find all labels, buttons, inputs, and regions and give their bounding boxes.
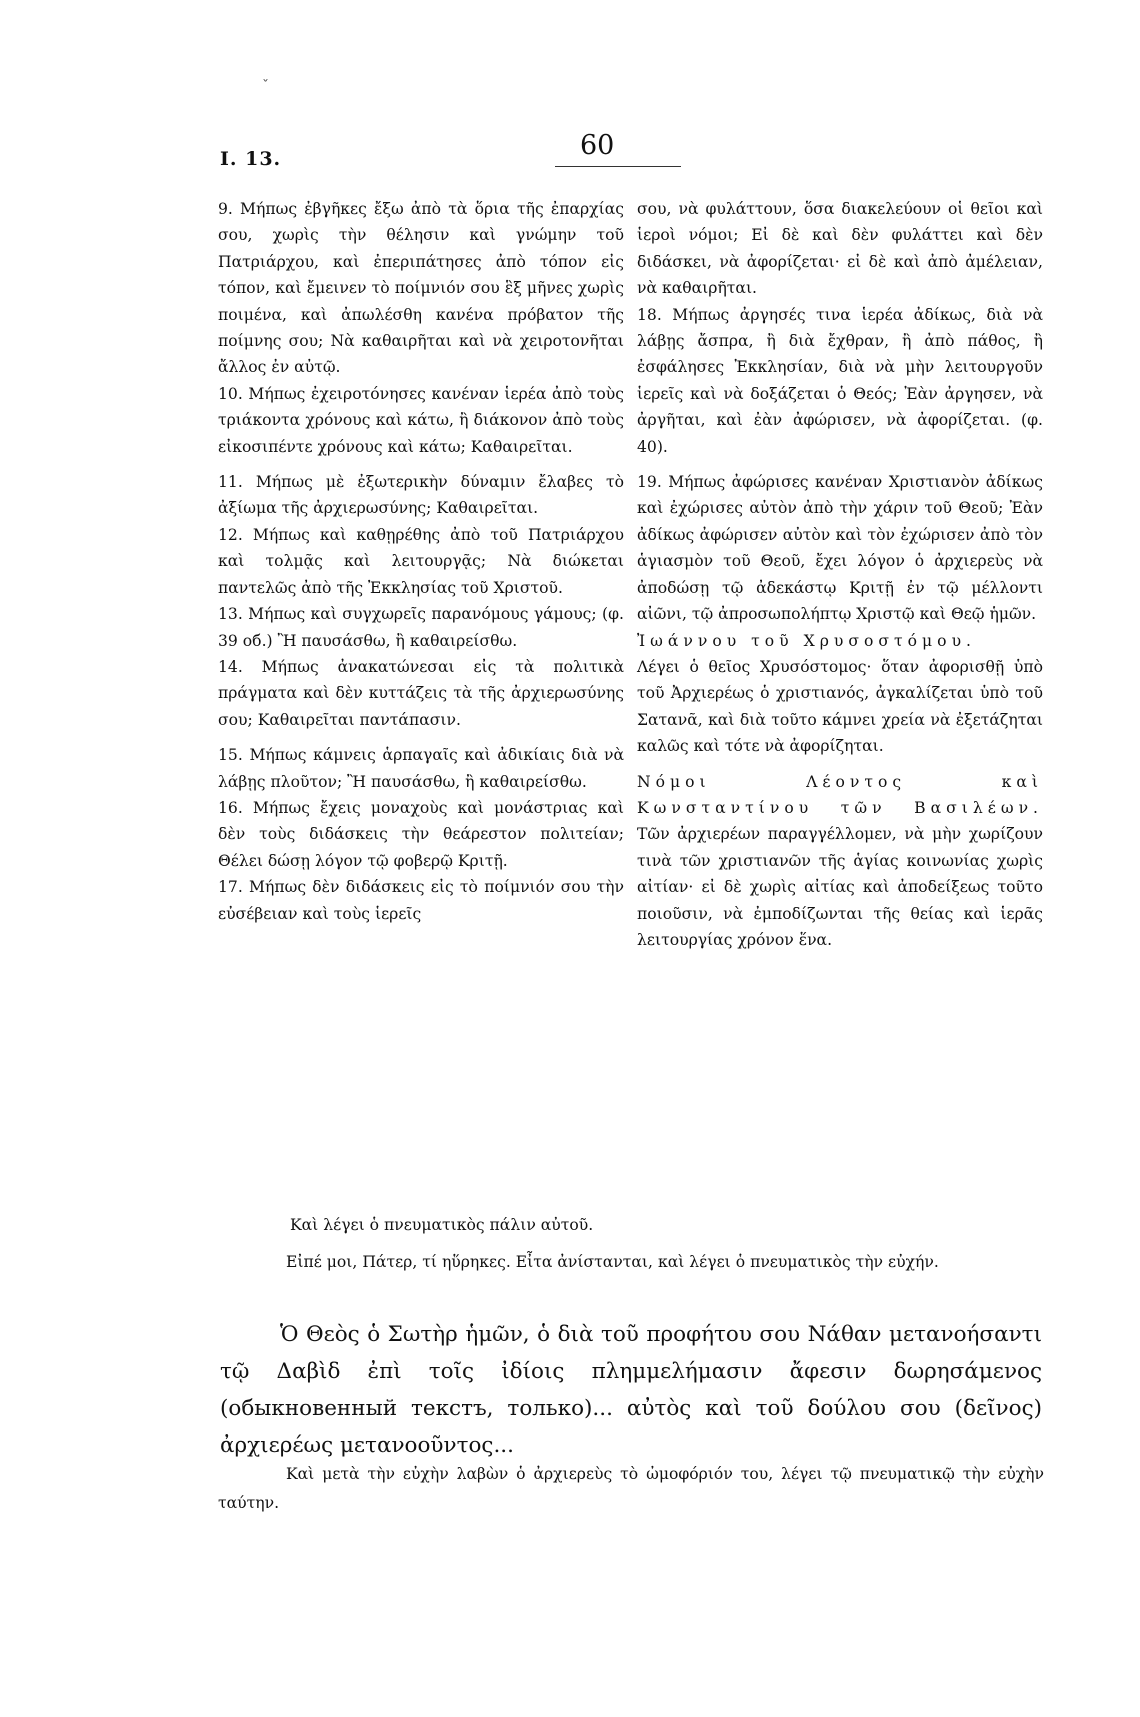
item-15: 15. Μήπως κάμνεις ἁρπαγαῖς καὶ ἀδικίαις διὰ νὰ λάβῃς πλοῦτον; Ἢ παυσάσθω, ἢ καθαιρείσθω. (218, 746, 624, 791)
item-17-continuation: σου, νὰ φυλάττουν, ὅσα διακελεύουν οἱ θεῖοι καὶ ἱεροὶ νόμοι; Εἰ δὲ καὶ δὲν φυλάττει καὶ δὲν διδάσκει, νὰ ἀφορίζεται· εἰ δὲ καὶ ἀπὸ ἀμέλειαν, νὰ καθαιρῆται. (637, 200, 1043, 298)
item-12: 12. Μήπως καὶ καθῃρέθης ἀπὸ τοῦ Πατριάρχου καὶ τολμᾷς καὶ λειτουργᾷς; Νὰ διώκεται παντελῶς ἀπὸ τῆς Ἐκκλησίας τοῦ Χριστοῦ. (218, 525, 624, 597)
signature-mark: I. 13. (220, 148, 282, 170)
item-19: 19. Μήπως ἀφώρισες κανέναν Χριστιανὸν ἀδίκως καὶ ἐχώρισες αὐτὸν ἀπὸ τὴν χάριν τοῦ Θεοῦ; Ἐὰν ἀδίκως ἀφώρισεν αὐτὸν καὶ τὸν ἐχώρισεν ἀπὸ τὸν ἁγιασμὸν τοῦ Θεοῦ, ἔχει λόγον ὁ ἀρχιερεὺς νὰ ἀποδώσῃ τῷ ἀδεκάστῳ Κριτῇ ἐν τῷ μέλλοντι αἰῶνι, τῷ ἀπροσωπολήπτῳ Χριστῷ καὶ Θεῷ ἡμῶν. (637, 473, 1043, 624)
left-column (218, 196, 624, 927)
dialogue-line: Εἰπέ μοι, Πάτερ, τί ηὕρηκες. Εἶτα ἀνίστανται, καὶ λέγει ὁ πνευματικὸς τὴν εὐχήν. (286, 1252, 939, 1271)
right-column (637, 196, 1043, 953)
page-number-rule (555, 166, 681, 167)
laws-heading: Νόμοι Λέοντος καὶ Κωνσταντίνου τῶν Βασιλέων. (637, 772, 1043, 817)
laws-paragraph (637, 769, 1043, 954)
after-prayer-text: Καὶ μετὰ τὴν εὐχὴν λαβὼν ὁ ἀρχιερεὺς τὸ ὠμοφόριόν του, λέγει τῷ πνευματικῷ τὴν εὐχὴν ταύτην. (218, 1464, 1044, 1512)
item-16: 16. Μήπως ἔχεις μοναχοὺς καὶ μονάστριας καὶ δὲν τοὺς διδάσκεις τὴν θεάρεστον πολιτείαν; Θέλει δώσῃ λόγον τῷ φοβερῷ Κριτῇ. (218, 798, 624, 870)
chrysostom-heading: Ἰωάννου τοῦ Χρυσοστόμου. (637, 631, 977, 650)
prayer-text: Ὁ Θεὸς ὁ Σωτὴρ ἡμῶν, ὁ διὰ τοῦ προφήτου σου Νάθαν μετανοήσαντι τῷ Δαβὶδ ἐπὶ τοῖς ἰδίοις πλημμελήμασιν ἄφεσιν δωρησάμενος (обыкновенный текстъ, только)... αὐτὸς καὶ τοῦ δούλου σου (δεῖνος) ἀρχιερέως μετανοοῦντος... (220, 1321, 1042, 1458)
item-10: 10. Μήπως ἐχειροτόνησες κανέναν ἱερέα ἀπὸ τοὺς τριάκοντα χρόνους καὶ κάτω, ἢ διάκονον ἀπὸ τοὺς εἰκοσιπέντε χρόνους καὶ κάτω; Καθαιρεῖται. (218, 384, 624, 456)
item-9: 9. Μήπως ἐβγῆκες ἔξω ἀπὸ τὰ ὅρια τῆς ἐπαρχίας σου, χωρὶς τὴν θέλησιν καὶ γνώμην τοῦ Πατριάρχου, καὶ ἐπεριπάτησες ἀπὸ τόπον εἰς τόπον, καὶ ἔμεινεν τὸ ποίμνιόν σου ἓξ μῆνες χωρὶς ποιμένα, καὶ ἀπωλέσθη κανένα πρόβατον τῆς ποίμνης σου; Νὰ καθαιρῆται καὶ νὰ χειροτονῆται ἄλλος ἐν αὐτῷ. (218, 200, 624, 377)
item-18: 18. Μήπως ἀργησές τινα ἱερέα ἀδίκως, διὰ νὰ λάβῃς ἄσπρα, ἢ διὰ ἔχθραν, ἢ ἀπὸ πάθος, ἢ ἐσφάλησες Ἐκκλησίαν, διὰ νὰ μὴν λειτουργοῦν ἱερεῖς καὶ νὰ δοξάζεται ὁ Θεός; Ἐὰν ἀργησεν, νὰ ἀργῆται, καὶ ἐὰν ἀφώρισεν, νὰ ἀφορίζεται. (φ. 40). (637, 305, 1043, 456)
item-13: 13. Μήπως καὶ συγχωρεῖς παρανόμους γάμους; (φ. 39 οб.) Ἢ παυσάσθω, ἢ καθαιρείσθω. (218, 605, 624, 650)
laws-text: Τῶν ἀρχιερέων παραγγέλλομεν, νὰ μὴν χωρίζουν τινὰ τῶν χριστιανῶν τῆς ἁγίας κοινωνίας χωρὶς αἰτίαν· εἰ δὲ χωρὶς αἰτίας καὶ ἀποδείξεως τοῦτο ποιοῦσιν, νὰ ἐμποδίζωνται τῆς θείας καὶ ἱερᾶς λειτουργίας χρόνον ἕνα. (637, 825, 1043, 949)
corner-mark: ˇ (262, 78, 269, 94)
item-11: 11. Μήπως μὲ ἐξωτερικὴν δύναμιν ἔλαβες τὸ ἀξίωμα τῆς ἀρχιερωσύνης; Καθαιρεῖται. (218, 473, 624, 518)
spiritual-father-says: Καὶ λέγει ὁ πνευματικὸς πάλιν αὐτοῦ. (290, 1215, 594, 1234)
item-14: 14. Μήπως ἀνακατώνεσαι εἰς τὰ πολιτικὰ πράγματα καὶ δὲν κυττάζεις τὰ τῆς ἀρχιερωσύνης σου; Καθαιρεῖται παντάπασιν. (218, 657, 624, 729)
item-17: 17. Μήπως δὲν διδάσκεις εἰς τὸ ποίμνιόν σου τὴν εὐσέβειαν καὶ τοὺς ἱερεῖς (218, 878, 624, 923)
chrysostom-text: Λέγει ὁ θεῖος Χρυσόστομος· ὅταν ἀφορισθῇ ὑπὸ τοῦ Ἀρχιερέως ὁ χριστιανός, ἀγκαλίζεται ὑπὸ τοῦ Σατανᾶ, καὶ διὰ τοῦτο κάμνει χρεία νὰ ἐξετάζηται καλῶς καὶ τότε νὰ ἀφορίζηται. (637, 657, 1043, 756)
page-number: 60 (580, 130, 615, 161)
